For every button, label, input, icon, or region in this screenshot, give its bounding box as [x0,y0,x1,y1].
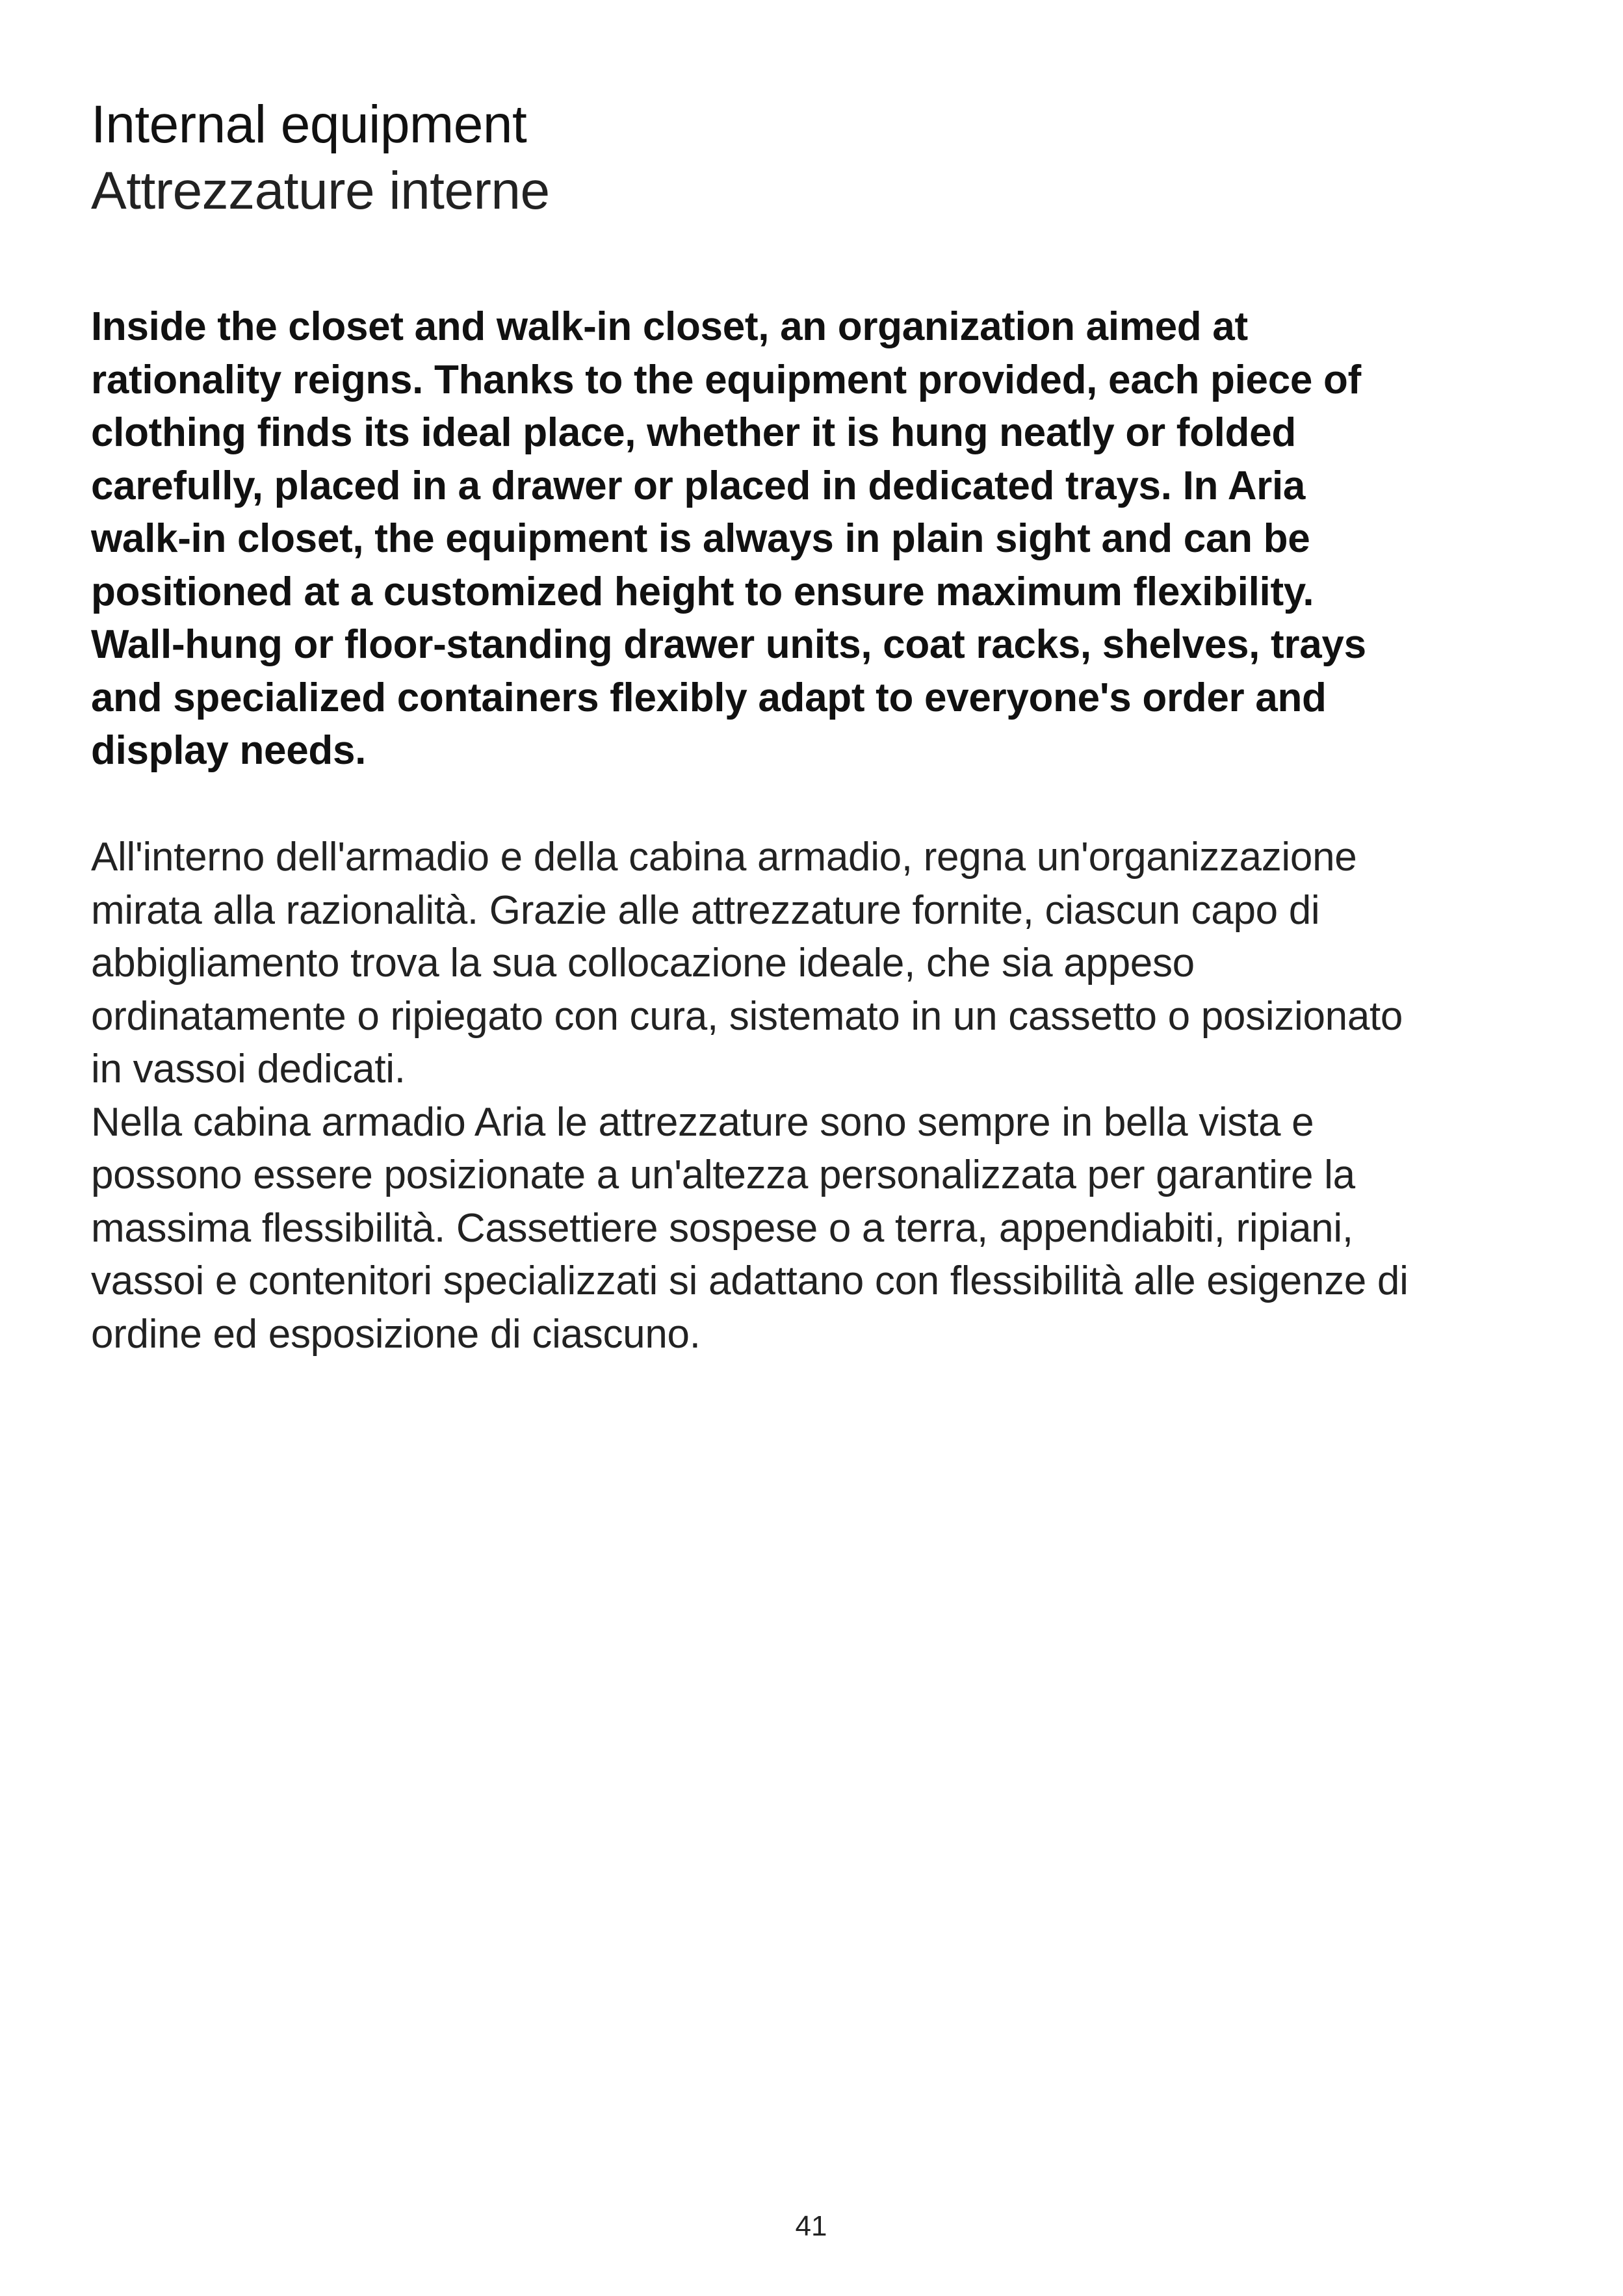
intro-line: rationality reigns. Thanks to the equipment provided, each piece of [91,357,1361,402]
intro-line: display needs. [91,728,367,773]
intro-line: carefully, placed in a drawer or placed in dedicated trays. In Aria [91,463,1306,508]
body-line: abbigliamento trova la sua collocazione ideale, che sia appeso [91,941,1195,985]
body-line: massima flessibilità. Cassettiere sospese o a terra, appendiabiti, ripiani, [91,1205,1353,1251]
intro-paragraph-english [91,300,1521,777]
body-line: All'interno dell'armadio e della cabina armadio, regna un'organizzazione [91,835,1357,880]
page-title-english: Internal equipment [91,95,527,154]
body-line: in vassoi dedicati. [91,1047,406,1091]
body-line: Nella cabina armadio Aria le attrezzature sono sempre in bella vista e [91,1099,1314,1145]
body-line: mirata alla razionalità. Grazie alle attrezzature fornite, ciascun capo di [91,887,1320,933]
intro-line: clothing finds its ideal place, whether it is hung neatly or folded [91,410,1296,455]
intro-line: Wall-hung or floor-standing drawer units, coat racks, shelves, trays [91,622,1366,667]
body-paragraph-italian [91,831,1553,1361]
page-number: 41 [795,2210,827,2242]
intro-line: and specialized containers flexibly adapt to everyone's order and [91,675,1327,720]
body-line: ordine ed esposizione di ciascuno. [91,1311,701,1357]
body-line: ordinatamente o ripiegato con cura, sistemato in un cassetto o posizionato [91,993,1403,1039]
page-title-italian: Attrezzature interne [91,161,550,220]
body-line: vassoi e contenitori specializzati si adattano con flessibilità alle esigenze di [91,1259,1409,1303]
intro-line: positioned at a customized height to ensure maximum flexibility. [91,569,1314,614]
body-line: possono essere posizionate a un'altezza personalizzata per garantire la [91,1153,1355,1197]
intro-line: Inside the closet and walk-in closet, an organization aimed at [91,304,1248,349]
intro-line: walk-in closet, the equipment is always in plain sight and can be [91,516,1310,561]
